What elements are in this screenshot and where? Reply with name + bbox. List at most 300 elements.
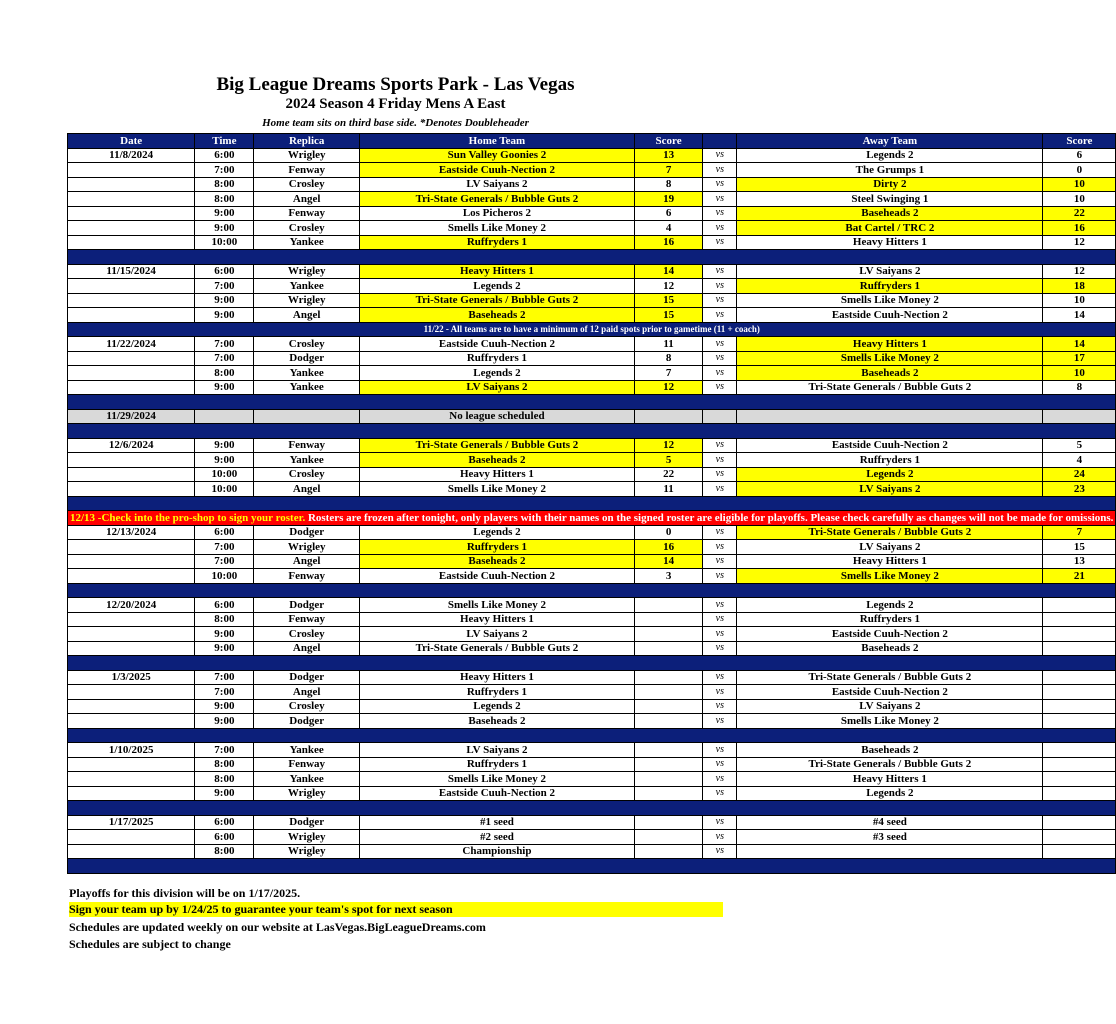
away-team-cell: Eastside Cuuh-Nection 2: [737, 308, 1043, 323]
date-cell: 1/3/2025: [68, 670, 195, 685]
time-cell: 7:00: [195, 351, 254, 366]
home-team-cell: Ruffryders 1: [359, 540, 634, 555]
replica-cell: Yankee: [254, 743, 360, 758]
vs-cell: vs: [703, 540, 737, 555]
replica-cell: Angel: [254, 482, 360, 497]
vs-cell: vs: [703, 467, 737, 482]
away-score-cell: [1043, 844, 1116, 859]
date-cell: 12/6/2024: [68, 438, 195, 453]
replica-cell: Crosley: [254, 627, 360, 642]
vs-cell: vs: [703, 337, 737, 352]
home-team-cell: Baseheads 2: [359, 714, 634, 729]
date-cell: [68, 380, 195, 395]
away-team-cell: Legends 2: [737, 598, 1043, 613]
time-cell: 8:00: [195, 192, 254, 207]
home-team-cell: Tri-State Generals / Bubble Guts 2: [359, 192, 634, 207]
date-cell: [68, 757, 195, 772]
no-game-row: [68, 409, 1116, 424]
vs-cell: vs: [703, 569, 737, 584]
home-team-cell: Baseheads 2: [359, 453, 634, 468]
replica-cell: Fenway: [254, 569, 360, 584]
table-row: [68, 467, 1116, 482]
separator-bar: [68, 583, 1116, 598]
home-team-cell: Eastside Cuuh-Nection 2: [359, 569, 634, 584]
away-team-cell: Baseheads 2: [737, 206, 1043, 221]
separator-cell: [68, 395, 1116, 410]
away-team-cell: Eastside Cuuh-Nection 2: [737, 627, 1043, 642]
home-score-cell: [634, 612, 702, 627]
time-cell: 7:00: [195, 685, 254, 700]
away-score-cell: [1043, 670, 1116, 685]
away-score-cell: [1043, 598, 1116, 613]
home-score-cell: 3: [634, 569, 702, 584]
separator-cell: [68, 424, 1116, 439]
separator-bar: [68, 250, 1116, 265]
replica-cell: Dodger: [254, 670, 360, 685]
vs-cell: vs: [703, 235, 737, 250]
table-row: [68, 206, 1116, 221]
table-row: [68, 163, 1116, 178]
home-score-cell: 12: [634, 380, 702, 395]
col-date-header: Date: [68, 134, 195, 149]
home-team-cell: LV Saiyans 2: [359, 627, 634, 642]
home-score-cell: [634, 685, 702, 700]
vs-cell: vs: [703, 482, 737, 497]
vs-cell: vs: [703, 163, 737, 178]
away-score-cell: 16: [1043, 221, 1116, 236]
table-row: [68, 192, 1116, 207]
away-score-cell: 10: [1043, 366, 1116, 381]
vs-cell: vs: [703, 786, 737, 801]
time-cell: 7:00: [195, 540, 254, 555]
schedule-table: [67, 133, 1116, 874]
home-score-cell: 4: [634, 221, 702, 236]
home-team-cell: Legends 2: [359, 525, 634, 540]
separator-cell: [68, 583, 1116, 598]
away-team-cell: Tri-State Generals / Bubble Guts 2: [737, 525, 1043, 540]
date-cell: [68, 351, 195, 366]
away-score-cell: 14: [1043, 308, 1116, 323]
away-score-cell: 24: [1043, 467, 1116, 482]
col-away-team-header: Away Team: [737, 134, 1043, 149]
away-team-cell: The Grumps 1: [737, 163, 1043, 178]
table-row: [68, 612, 1116, 627]
page-subtitle: 2024 Season 4 Friday Mens A East: [285, 96, 506, 112]
page-title: Big League Dreams Sports Park - Las Vegas: [216, 74, 575, 95]
separator-bar: [68, 395, 1116, 410]
vs-cell: vs: [703, 525, 737, 540]
away-team-cell: Tri-State Generals / Bubble Guts 2: [737, 380, 1043, 395]
home-score-cell: [634, 772, 702, 787]
vs-cell: vs: [703, 351, 737, 366]
date-cell: [68, 453, 195, 468]
separator-bar: [68, 424, 1116, 439]
home-score-cell: 7: [634, 366, 702, 381]
home-score-cell: 11: [634, 482, 702, 497]
time-cell: 9:00: [195, 438, 254, 453]
replica-cell: Wrigley: [254, 264, 360, 279]
away-score-cell: 10: [1043, 293, 1116, 308]
away-score-cell: [1043, 743, 1116, 758]
home-team-cell: Smells Like Money 2: [359, 598, 634, 613]
away-team-cell: Legends 2: [737, 786, 1043, 801]
table-row: [68, 699, 1116, 714]
vs-cell: vs: [703, 743, 737, 758]
table-row: [68, 685, 1116, 700]
time-cell: 9:00: [195, 699, 254, 714]
away-team-cell: Ruffryders 1: [737, 612, 1043, 627]
away-score-cell: 7: [1043, 525, 1116, 540]
time-cell: 8:00: [195, 177, 254, 192]
date-cell: [68, 293, 195, 308]
date-cell: [68, 366, 195, 381]
time-cell: 9:00: [195, 627, 254, 642]
date-cell: [68, 206, 195, 221]
away-score-cell: 12: [1043, 264, 1116, 279]
away-team-cell: Smells Like Money 2: [737, 293, 1043, 308]
table-row: [68, 380, 1116, 395]
time-cell: 8:00: [195, 366, 254, 381]
away-score-cell: 18: [1043, 279, 1116, 294]
replica-cell: Yankee: [254, 453, 360, 468]
table-row: [68, 554, 1116, 569]
table-row: [68, 221, 1116, 236]
date-cell: 11/22/2024: [68, 337, 195, 352]
away-team-cell: Ruffryders 1: [737, 453, 1043, 468]
time-cell: 6:00: [195, 598, 254, 613]
away-score-cell: [1043, 409, 1116, 424]
time-cell: 10:00: [195, 569, 254, 584]
vs-cell: vs: [703, 830, 737, 845]
away-score-cell: [1043, 627, 1116, 642]
away-team-cell: [737, 844, 1043, 859]
home-team-cell: Smells Like Money 2: [359, 482, 634, 497]
date-cell: 11/15/2024: [68, 264, 195, 279]
time-cell: 6:00: [195, 148, 254, 163]
vs-cell: vs: [703, 598, 737, 613]
home-team-cell: Eastside Cuuh-Nection 2: [359, 163, 634, 178]
date-cell: [68, 772, 195, 787]
table-row: [68, 148, 1116, 163]
replica-cell: Wrigley: [254, 786, 360, 801]
away-score-cell: [1043, 830, 1116, 845]
separator-bar: [68, 728, 1116, 743]
date-cell: [68, 308, 195, 323]
vs-cell: vs: [703, 293, 737, 308]
replica-cell: Crosley: [254, 177, 360, 192]
alert-lead-text: 12/13 -Check into the pro-shop to sign your roster.: [70, 511, 306, 524]
table-row: [68, 525, 1116, 540]
replica-cell: Dodger: [254, 714, 360, 729]
home-team-cell: LV Saiyans 2: [359, 177, 634, 192]
away-team-cell: Baseheads 2: [737, 743, 1043, 758]
date-cell: 1/17/2025: [68, 815, 195, 830]
away-score-cell: [1043, 641, 1116, 656]
date-cell: [68, 699, 195, 714]
no-league-text: No league scheduled: [359, 409, 634, 424]
time-cell: 6:00: [195, 264, 254, 279]
replica-cell: Crosley: [254, 337, 360, 352]
away-score-cell: 13: [1043, 554, 1116, 569]
home-score-cell: 8: [634, 177, 702, 192]
away-team-cell: Smells Like Money 2: [737, 569, 1043, 584]
vs-cell: vs: [703, 815, 737, 830]
home-team-cell: Eastside Cuuh-Nection 2: [359, 786, 634, 801]
vs-cell: vs: [703, 192, 737, 207]
away-team-cell: Tri-State Generals / Bubble Guts 2: [737, 670, 1043, 685]
replica-cell: Angel: [254, 685, 360, 700]
home-team-cell: Ruffryders 1: [359, 685, 634, 700]
away-team-cell: #4 seed: [737, 815, 1043, 830]
away-score-cell: 0: [1043, 163, 1116, 178]
time-cell: 10:00: [195, 467, 254, 482]
home-team-cell: Tri-State Generals / Bubble Guts 2: [359, 641, 634, 656]
time-cell: 9:00: [195, 308, 254, 323]
date-cell: [68, 279, 195, 294]
col-home-score-header: Score: [634, 134, 702, 149]
home-score-cell: 0: [634, 525, 702, 540]
away-score-cell: [1043, 685, 1116, 700]
replica-cell: Yankee: [254, 380, 360, 395]
table-row: [68, 351, 1116, 366]
away-team-cell: Legends 2: [737, 148, 1043, 163]
vs-cell: vs: [703, 438, 737, 453]
time-cell: 7:00: [195, 554, 254, 569]
home-score-cell: 12: [634, 438, 702, 453]
home-team-cell: Heavy Hitters 1: [359, 264, 634, 279]
away-score-cell: 6: [1043, 148, 1116, 163]
table-row: [68, 264, 1116, 279]
vs-cell: vs: [703, 453, 737, 468]
home-score-cell: 16: [634, 540, 702, 555]
table-row: [68, 670, 1116, 685]
home-score-cell: 8: [634, 351, 702, 366]
replica-cell: Fenway: [254, 163, 360, 178]
home-team-cell: Legends 2: [359, 279, 634, 294]
table-row: [68, 757, 1116, 772]
away-score-cell: 17: [1043, 351, 1116, 366]
separator-cell: [68, 496, 1116, 511]
home-team-cell: LV Saiyans 2: [359, 743, 634, 758]
vs-cell: vs: [703, 264, 737, 279]
table-row: [68, 830, 1116, 845]
home-score-cell: [634, 830, 702, 845]
home-team-cell: Baseheads 2: [359, 308, 634, 323]
date-cell: 12/20/2024: [68, 598, 195, 613]
replica-cell: Wrigley: [254, 293, 360, 308]
table-row: [68, 598, 1116, 613]
time-cell: 8:00: [195, 757, 254, 772]
date-cell: 11/29/2024: [68, 409, 195, 424]
alert-cell: [68, 511, 1116, 526]
away-score-cell: [1043, 757, 1116, 772]
separator-bar: [68, 801, 1116, 816]
table-row: [68, 235, 1116, 250]
table-row: [68, 177, 1116, 192]
replica-cell: Dodger: [254, 815, 360, 830]
vs-cell: vs: [703, 554, 737, 569]
home-score-cell: [634, 409, 702, 424]
replica-cell: Dodger: [254, 598, 360, 613]
home-team-cell: Heavy Hitters 1: [359, 612, 634, 627]
date-cell: [68, 627, 195, 642]
home-team-cell: Heavy Hitters 1: [359, 467, 634, 482]
time-cell: 6:00: [195, 830, 254, 845]
away-score-cell: 5: [1043, 438, 1116, 453]
vs-cell: vs: [703, 670, 737, 685]
subject-note: Schedules are subject to change: [69, 937, 231, 951]
time-cell: 9:00: [195, 380, 254, 395]
away-score-cell: 15: [1043, 540, 1116, 555]
table-row: [68, 540, 1116, 555]
away-team-cell: Legends 2: [737, 467, 1043, 482]
away-team-cell: LV Saiyans 2: [737, 482, 1043, 497]
alert-body-text: Rosters are frozen after tonight, only players with their names on the signed roster are eligible for playoffs. Please check carefully as changes will not be made for omissions.: [305, 511, 1114, 524]
table-row: [68, 714, 1116, 729]
vs-cell: vs: [703, 627, 737, 642]
away-score-cell: 21: [1043, 569, 1116, 584]
separator-cell: [68, 250, 1116, 265]
vs-cell: vs: [703, 772, 737, 787]
time-cell: 7:00: [195, 279, 254, 294]
home-team-cell: LV Saiyans 2: [359, 380, 634, 395]
replica-cell: Angel: [254, 554, 360, 569]
time-cell: 10:00: [195, 482, 254, 497]
home-score-cell: [634, 641, 702, 656]
away-score-cell: [1043, 786, 1116, 801]
time-cell: 8:00: [195, 612, 254, 627]
replica-cell: Angel: [254, 641, 360, 656]
away-team-cell: Dirty 2: [737, 177, 1043, 192]
replica-cell: Crosley: [254, 221, 360, 236]
date-cell: [68, 235, 195, 250]
separator-bar: [68, 496, 1116, 511]
separator-cell: [68, 728, 1116, 743]
time-cell: 7:00: [195, 337, 254, 352]
away-team-cell: Ruffryders 1: [737, 279, 1043, 294]
away-team-cell: Heavy Hitters 1: [737, 772, 1043, 787]
replica-cell: Wrigley: [254, 830, 360, 845]
date-cell: [68, 641, 195, 656]
time-cell: 8:00: [195, 772, 254, 787]
time-cell: 6:00: [195, 525, 254, 540]
table-row: [68, 569, 1116, 584]
away-score-cell: 23: [1043, 482, 1116, 497]
date-cell: [68, 163, 195, 178]
table-row: [68, 366, 1116, 381]
replica-cell: Wrigley: [254, 148, 360, 163]
home-team-cell: Los Picheros 2: [359, 206, 634, 221]
table-row: [68, 482, 1116, 497]
away-team-cell: LV Saiyans 2: [737, 540, 1043, 555]
table-row: [68, 815, 1116, 830]
vs-cell: vs: [703, 612, 737, 627]
home-team-cell: Legends 2: [359, 699, 634, 714]
home-team-cell: #1 seed: [359, 815, 634, 830]
table-row: [68, 743, 1116, 758]
home-team-cell: Legends 2: [359, 366, 634, 381]
date-cell: [68, 554, 195, 569]
vs-cell: vs: [703, 177, 737, 192]
home-score-cell: [634, 757, 702, 772]
away-team-cell: Baseheads 2: [737, 366, 1043, 381]
table-row: [68, 772, 1116, 787]
replica-cell: Crosley: [254, 699, 360, 714]
home-score-cell: 14: [634, 554, 702, 569]
home-score-cell: 6: [634, 206, 702, 221]
date-cell: 12/13/2024: [68, 525, 195, 540]
home-score-cell: 13: [634, 148, 702, 163]
table-row: [68, 844, 1116, 859]
vs-cell: vs: [703, 279, 737, 294]
time-cell: 7:00: [195, 163, 254, 178]
separator-cell: [68, 801, 1116, 816]
vs-cell: vs: [703, 366, 737, 381]
time-cell: 9:00: [195, 641, 254, 656]
home-score-cell: 15: [634, 293, 702, 308]
table-row: [68, 627, 1116, 642]
table-row: [68, 786, 1116, 801]
table-row: [68, 453, 1116, 468]
replica-cell: Angel: [254, 308, 360, 323]
home-team-cell: Sun Valley Goonies 2: [359, 148, 634, 163]
home-score-cell: 19: [634, 192, 702, 207]
away-team-cell: Steel Swinging 1: [737, 192, 1043, 207]
home-score-cell: 16: [634, 235, 702, 250]
date-cell: [68, 467, 195, 482]
time-cell: 6:00: [195, 815, 254, 830]
away-team-cell: LV Saiyans 2: [737, 699, 1043, 714]
home-score-cell: [634, 670, 702, 685]
home-score-cell: 12: [634, 279, 702, 294]
table-row: [68, 438, 1116, 453]
home-score-cell: 22: [634, 467, 702, 482]
home-team-cell: Smells Like Money 2: [359, 772, 634, 787]
date-cell: [68, 844, 195, 859]
playoffs-note: Playoffs for this division will be on 1/17/2025.: [69, 886, 301, 900]
separator-bar: [68, 656, 1116, 671]
date-cell: [68, 830, 195, 845]
col-vs-header: [703, 134, 737, 149]
date-cell: 1/10/2025: [68, 743, 195, 758]
away-team-cell: Eastside Cuuh-Nection 2: [737, 685, 1043, 700]
vs-cell: vs: [703, 148, 737, 163]
time-cell: 9:00: [195, 453, 254, 468]
away-team-cell: Heavy Hitters 1: [737, 235, 1043, 250]
home-team-cell: Eastside Cuuh-Nection 2: [359, 337, 634, 352]
away-team-cell: #3 seed: [737, 830, 1043, 845]
col-home-team-header: Home Team: [359, 134, 634, 149]
home-score-cell: [634, 743, 702, 758]
home-score-cell: 15: [634, 308, 702, 323]
notice-row: [68, 322, 1116, 337]
date-cell: [68, 192, 195, 207]
home-score-cell: [634, 699, 702, 714]
home-team-cell: Ruffryders 1: [359, 351, 634, 366]
home-team-cell: Tri-State Generals / Bubble Guts 2: [359, 293, 634, 308]
vs-cell: vs: [703, 757, 737, 772]
away-score-cell: [1043, 815, 1116, 830]
time-cell: 10:00: [195, 235, 254, 250]
time-cell: 9:00: [195, 293, 254, 308]
signup-note: Sign your team up by 1/24/25 to guarantee your team's spot for next season: [69, 902, 723, 917]
vs-cell: vs: [703, 685, 737, 700]
col-replica-header: Replica: [254, 134, 360, 149]
replica-cell: [254, 409, 360, 424]
away-team-cell: [737, 409, 1043, 424]
date-cell: [68, 177, 195, 192]
away-team-cell: Baseheads 2: [737, 641, 1043, 656]
